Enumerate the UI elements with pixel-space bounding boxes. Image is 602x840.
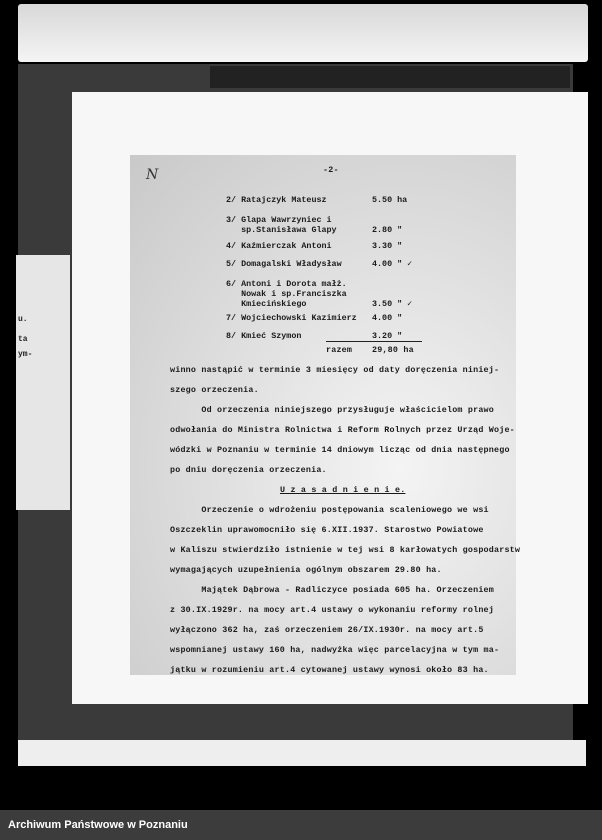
- handwritten-mark: N: [146, 167, 159, 183]
- section-heading: U z a s a d n i e n i e.: [280, 485, 406, 495]
- text-line: Od orzeczenia niniejszego przysługuje właścicielom prawo: [170, 405, 495, 415]
- document-sheet: [130, 155, 521, 675]
- text-line: szego orzeczenia.: [170, 385, 259, 395]
- area-value: 4.00 ": [372, 313, 403, 323]
- text-line: jątku w rozumieniu art.4 cytowanej ustawy wynosi około 83 ha.: [170, 665, 489, 675]
- text-line: Orzeczenie o wdrożeniu postępowania scaleniowego we wsi: [170, 505, 489, 515]
- area-value: 3.30 ": [372, 241, 403, 251]
- text-line: z 30.IX.1929r. na mocy art.4 ustawy o wykonaniu reformy rolnej: [170, 605, 495, 615]
- text-line: w Kaliszu stwierdziło istnienie w tej wsi 8 karłowatych gospodarstw: [170, 545, 521, 555]
- landholder-name: 5/ Domagalski Władysław: [226, 259, 342, 269]
- total-value: 29,80 ha: [372, 345, 414, 355]
- text-line: wspomnianej ustawy 160 ha, nadwyżka więc parcelacyjna w tym ma-: [170, 645, 500, 655]
- text-line: wyłączono 362 ha, zaś orzeczeniem 26/IX.1930r. na mocy art.5: [170, 625, 484, 635]
- margin-fragment: ta: [18, 335, 28, 344]
- scan-top-strip: [18, 4, 588, 62]
- adjacent-page-fragment: [16, 255, 70, 510]
- text-line: winno nastąpić w terminie 3 miesięcy od daty doręczenia niniej-: [170, 365, 500, 375]
- margin-fragment: u.: [18, 315, 28, 324]
- scan-bottom-strip: [18, 740, 586, 766]
- page-number: -2-: [323, 165, 339, 175]
- text-line: wódzki w Poznaniu w terminie 14 dniowym licząc od dnia następnego: [170, 445, 510, 455]
- landholder-name: 8/ Kmieć Szymon: [226, 331, 302, 341]
- total-label: razem: [326, 345, 353, 355]
- sum-line: [326, 341, 422, 342]
- text-line: wymagających uzupełnienia ogólnym obszarem 29.80 ha.: [170, 565, 442, 575]
- archive-footer: Archiwum Państwowe w Poznaniu: [0, 810, 602, 840]
- landholder-name: 2/ Ratajczyk Mateusz: [226, 195, 327, 205]
- scan-dark-band: [210, 66, 570, 88]
- landholder-name: 3/ Glapa Wawrzyniec i sp.Stanisława Glapy: [226, 215, 337, 235]
- text-line: Majątek Dąbrowa - Radliczyce posiada 605 ha. Orzeczeniem: [170, 585, 495, 595]
- area-value: 4.00 " ✓: [372, 259, 413, 269]
- text-line: Oszczeklin uprawomocniło się 6.XII.1937. Starostwo Powiatowe: [170, 525, 484, 535]
- text-line: po dniu doręczenia orzeczenia.: [170, 465, 327, 475]
- area-value: 3.50 " ✓: [372, 299, 413, 309]
- landholder-name: 4/ Kaźmierczak Antoni: [226, 241, 332, 251]
- text-line: odwołania do Ministra Rolnictwa i Reform Rolnych przez Urząd Woje-: [170, 425, 515, 435]
- landholder-name: 6/ Antoni i Dorota małż. Nowak i sp.Franciszka Kmiecińskiego: [226, 279, 347, 309]
- margin-fragment: ym-: [18, 350, 33, 359]
- area-value: 3.20 ": [372, 331, 403, 341]
- landholder-name: 7/ Wojciechowski Kazimierz: [226, 313, 357, 323]
- area-value: 5.50 ha: [372, 195, 408, 205]
- area-value: 2.80 ": [372, 225, 403, 235]
